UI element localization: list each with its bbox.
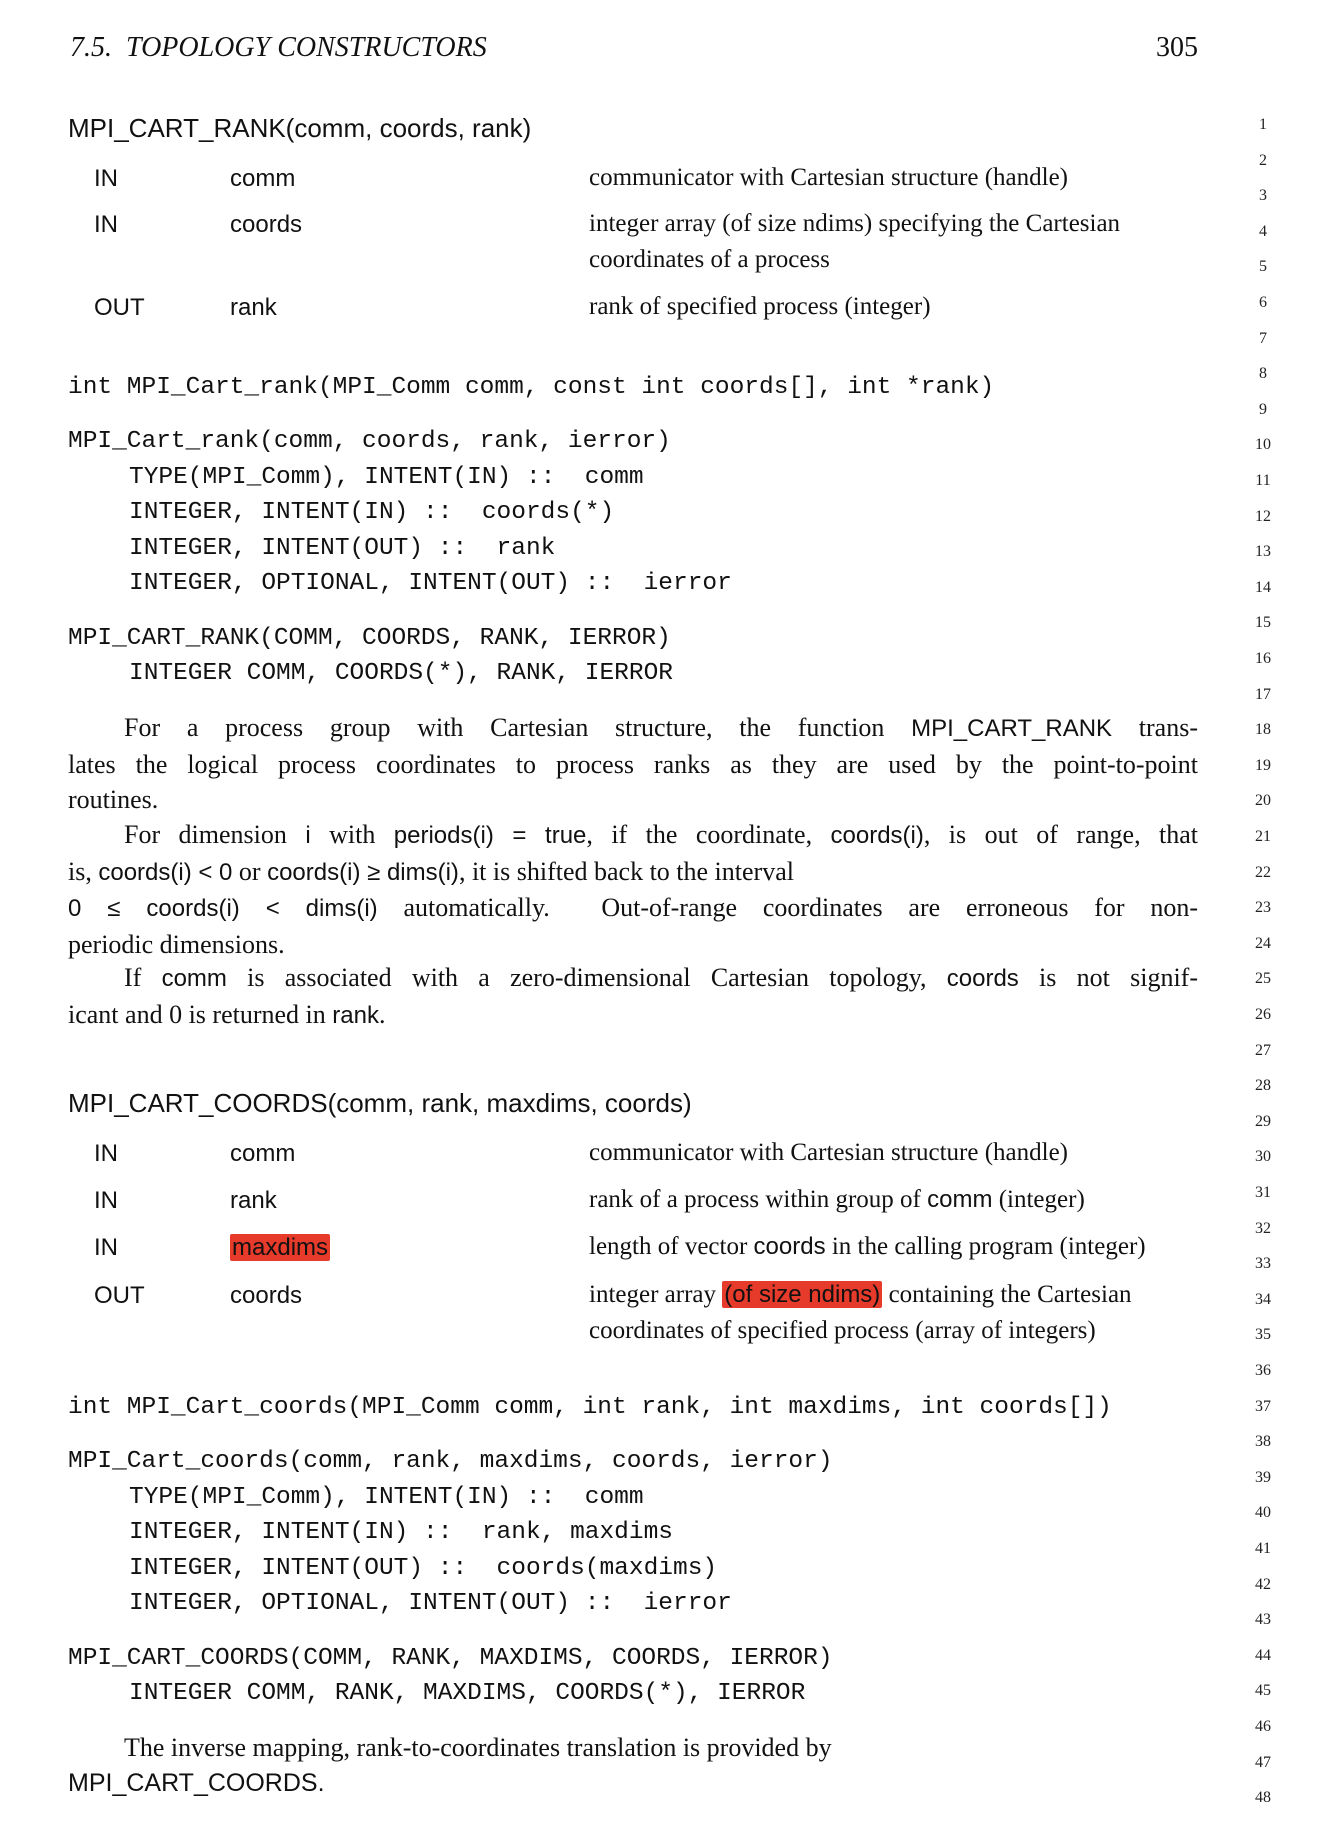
arg-description-continued: coordinates of a process	[589, 246, 830, 273]
page-number: 305	[1156, 32, 1198, 63]
line-number: 37	[1255, 1397, 1271, 1415]
text: in the calling program (integer)	[825, 1233, 1146, 1260]
inline-code: coords(i) ≥ dims(i)	[267, 858, 459, 886]
code-line: INTEGER, OPTIONAL, INTENT(OUT) :: ierror	[129, 570, 732, 597]
line-number: 43	[1255, 1611, 1271, 1629]
line-number: 40	[1255, 1504, 1271, 1522]
arg-description	[589, 210, 1120, 238]
line-number: 30	[1255, 1148, 1271, 1166]
text: lates the logical process coordinates to process ranks as they are used by the point-to-point	[68, 749, 1198, 779]
text: trans-	[1112, 713, 1199, 742]
text: length of vector	[589, 1233, 754, 1260]
code-line: INTEGER, INTENT(IN) :: coords(*)	[129, 499, 615, 526]
line-number: 4	[1259, 222, 1267, 240]
inline-code: MPI_CART_RANK	[911, 715, 1113, 742]
line-number: 22	[1255, 863, 1271, 881]
code-line: INTEGER, OPTIONAL, INTENT(OUT) :: ierror	[129, 1590, 732, 1617]
text: For a process group with Cartesian structure, the function	[124, 713, 912, 742]
arg-direction: IN	[94, 1234, 118, 1261]
line-number: 3	[1259, 187, 1267, 205]
line-number: 8	[1259, 365, 1267, 383]
line-number: 1	[1259, 116, 1267, 133]
arg-description: communicator with Cartesian structure (handle)	[589, 164, 1069, 191]
arg-direction: IN	[94, 1140, 118, 1167]
line-number: 27	[1255, 1041, 1271, 1059]
paragraph	[68, 817, 1198, 962]
text: is associated with a zero-dimensional Cartesian topology,	[226, 963, 947, 992]
paragraph	[68, 1730, 1198, 1801]
code-line: MPI_CART_COORDS(COMM, RANK, MAXDIMS, COORDS, IERROR)	[68, 1645, 833, 1672]
arg-description: rank of specified process (integer)	[589, 293, 931, 320]
inline-code: comm	[161, 965, 227, 992]
text: For dimension	[124, 820, 306, 849]
line-number: 23	[1255, 899, 1271, 917]
text: , if the coordinate,	[586, 820, 831, 849]
line-number: 6	[1259, 294, 1267, 311]
arg-description: communicator with Cartesian structure (handle)	[589, 1139, 1069, 1166]
text: is,	[68, 856, 99, 886]
line-number: 16	[1255, 650, 1271, 667]
line-number: 38	[1255, 1433, 1271, 1451]
line-number: 32	[1255, 1219, 1271, 1237]
arg-description	[589, 1281, 1132, 1309]
arg-name: rank	[230, 1187, 277, 1214]
line-number: 46	[1255, 1718, 1271, 1735]
text: automatically. Out-of-range coordinates are erroneous for non-	[377, 893, 1198, 923]
line-number: 41	[1255, 1540, 1271, 1557]
line-number: 35	[1255, 1326, 1271, 1344]
inline-code: periods(i) = true	[393, 822, 587, 849]
line-number: 47	[1255, 1753, 1271, 1771]
text: The inverse mapping, rank-to-coordinates translation is provided by	[124, 1733, 832, 1762]
inline-code: rank	[332, 1001, 379, 1029]
code-line: INTEGER, INTENT(OUT) :: rank	[129, 535, 556, 562]
text: , it is shifted back to the interval	[458, 856, 794, 886]
text: (integer)	[992, 1186, 1085, 1213]
line-number: 44	[1255, 1646, 1271, 1664]
arg-name: coords	[230, 211, 303, 238]
line-number: 10	[1255, 436, 1271, 454]
arg-name: comm	[230, 165, 296, 192]
line-number: 34	[1255, 1290, 1271, 1308]
running-head: 7.5. TOPOLOGY CONSTRUCTORS	[70, 32, 487, 63]
inline-code: coords(i) < 0	[98, 858, 233, 886]
function-title: MPI_CART_COORDS(comm, rank, maxdims, coords)	[68, 1088, 692, 1118]
arg-name: coords	[230, 1282, 303, 1309]
inline-code: comm	[927, 1186, 993, 1213]
arg-direction: IN	[94, 211, 118, 238]
line-number: 26	[1255, 1006, 1271, 1023]
inline-code: i	[305, 822, 311, 849]
arg-description	[589, 1233, 1146, 1261]
arg-name: comm	[230, 1140, 296, 1167]
text: containing the Cartesian	[882, 1281, 1132, 1308]
inline-code: coords(i)	[830, 822, 924, 849]
text: If	[124, 963, 162, 992]
arg-direction: OUT	[94, 1282, 145, 1309]
arg-name: rank	[230, 294, 277, 321]
text: or	[232, 856, 268, 886]
code-line: INTEGER, INTENT(IN) :: rank, maxdims	[129, 1519, 673, 1546]
inline-code: coords	[753, 1233, 826, 1260]
paragraph	[68, 710, 1198, 818]
line-number: 14	[1255, 578, 1271, 596]
code-line: MPI_Cart_coords(comm, rank, maxdims, coords, ierror)	[68, 1448, 833, 1475]
function-title: MPI_CART_RANK(comm, coords, rank)	[68, 113, 532, 143]
arg-description-continued: coordinates of specified process (array of integers)	[589, 1317, 1096, 1344]
code-line: INTEGER COMM, COORDS(*), RANK, IERROR	[129, 660, 673, 687]
code-line: INTEGER, INTENT(OUT) :: coords(maxdims)	[129, 1555, 718, 1582]
line-number: 15	[1255, 614, 1271, 632]
text: routines.	[68, 785, 159, 815]
arg-name-highlighted	[230, 1234, 330, 1262]
highlight-annotation: (of size ndims)	[724, 1281, 881, 1308]
line-number: 33	[1255, 1255, 1271, 1273]
line-number: 7	[1259, 329, 1267, 347]
line-number: 19	[1255, 756, 1271, 774]
arg-description	[589, 1186, 1085, 1214]
code-line: MPI_Cart_rank(comm, coords, rank, ierror)	[68, 428, 671, 455]
line-number: 28	[1255, 1077, 1271, 1095]
line-number: 48	[1255, 1789, 1271, 1807]
line-number: 39	[1255, 1468, 1271, 1486]
text: rank of a process within group of	[589, 1186, 928, 1213]
line-number: 36	[1255, 1362, 1271, 1379]
arg-direction: IN	[94, 165, 118, 192]
highlight-annotation: maxdims	[232, 1234, 329, 1261]
text: , is out of range, that	[923, 820, 1199, 849]
line-number: 20	[1255, 792, 1271, 810]
line-number: 45	[1255, 1682, 1271, 1700]
line-number: 25	[1255, 970, 1271, 988]
line-number: 31	[1255, 1184, 1271, 1201]
line-number: 24	[1255, 934, 1271, 952]
line-number: 29	[1255, 1112, 1271, 1130]
code-line: INTEGER COMM, RANK, MAXDIMS, COORDS(*), IERROR	[129, 1680, 806, 1707]
inline-code: coords	[946, 965, 1019, 992]
inline-code: MPI_CART_COORDS.	[68, 1768, 325, 1797]
text: is not signif-	[1018, 963, 1198, 992]
line-number: 17	[1255, 685, 1271, 703]
line-number: 21	[1255, 828, 1271, 845]
c-binding: int MPI_Cart_coords(MPI_Comm comm, int rank, int maxdims, int coords[])	[68, 1394, 1112, 1421]
line-number: 9	[1259, 400, 1267, 418]
code-line: TYPE(MPI_Comm), INTENT(IN) :: comm	[129, 1484, 644, 1511]
inline-code: 0 ≤ coords(i) < dims(i)	[68, 895, 378, 923]
line-number: 11	[1255, 472, 1271, 489]
text: icant and 0 is returned in	[68, 999, 333, 1029]
code-line: MPI_CART_RANK(COMM, COORDS, RANK, IERROR)	[68, 625, 671, 652]
c-binding: int MPI_Cart_rank(MPI_Comm comm, const int coords[], int *rank)	[68, 374, 995, 401]
line-number: 12	[1255, 507, 1271, 525]
code-line: TYPE(MPI_Comm), INTENT(IN) :: comm	[129, 464, 644, 491]
paragraph	[68, 960, 1198, 1033]
arg-description-line: integer array (of size ndims) specifying the Cartesian	[589, 210, 1121, 237]
arg-direction: IN	[94, 1187, 118, 1214]
text: integer array	[589, 1281, 723, 1308]
arg-direction: OUT	[94, 294, 145, 321]
line-number: 42	[1255, 1575, 1271, 1593]
line-number: 5	[1259, 258, 1267, 276]
text: .	[378, 999, 386, 1029]
line-number: 2	[1259, 151, 1267, 169]
line-number: 13	[1255, 543, 1271, 561]
text: periodic dimensions.	[68, 929, 285, 959]
text: with	[310, 820, 394, 849]
line-number: 18	[1255, 721, 1271, 739]
